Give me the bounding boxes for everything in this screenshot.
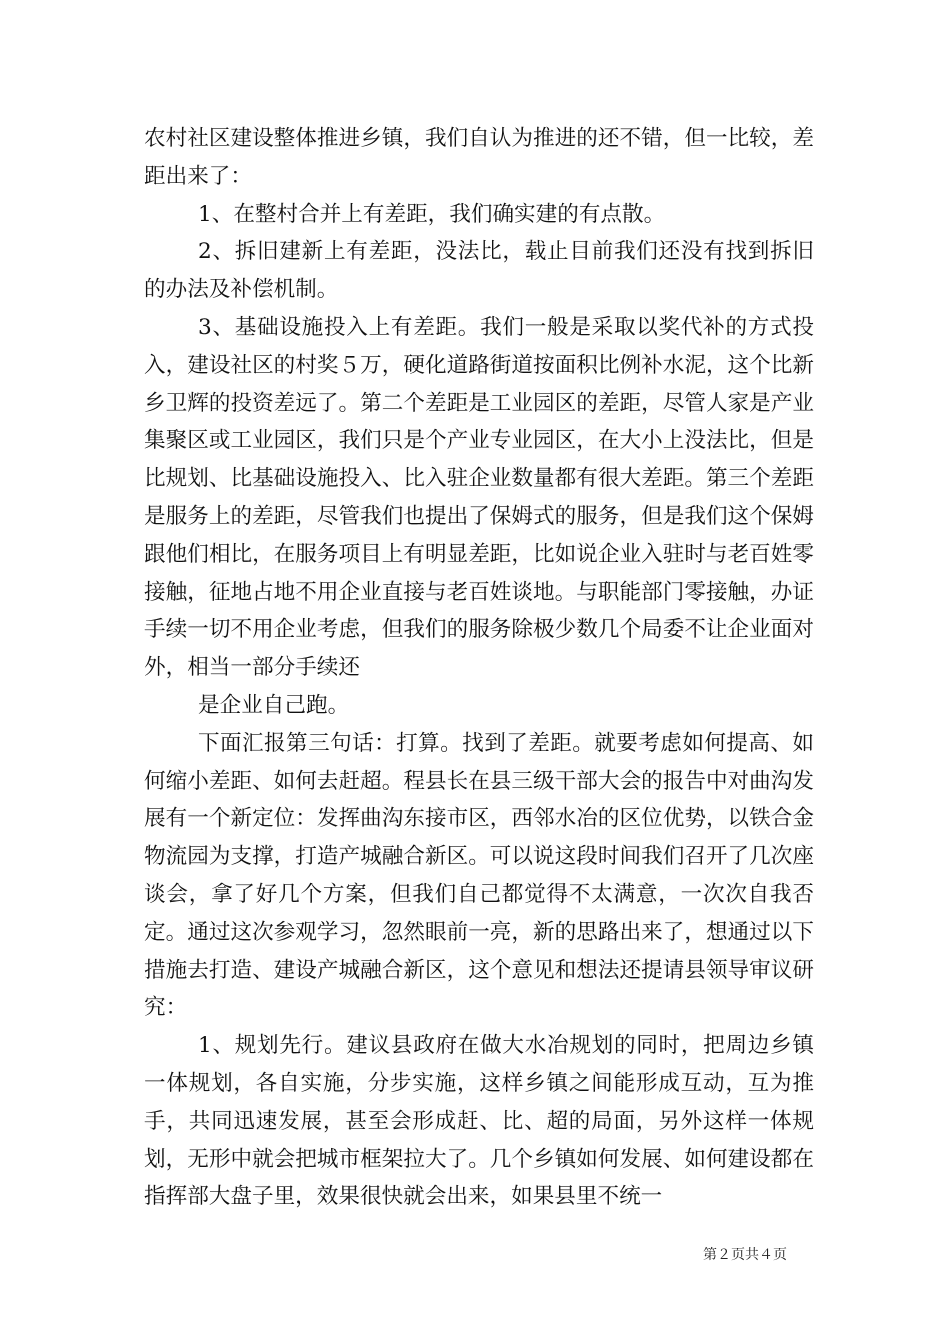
page-number-footer: 第２页共４页	[703, 1247, 787, 1263]
paragraph-item-2: 2、拆旧建新上有差距，没法比，载止目前我们还没有找到拆旧的办法及补偿机制。	[144, 239, 814, 303]
paragraph-planning-first: 1、规划先行。建议县政府在做大水冶规划的同时，把周边乡镇一体规划，各自实施，分步实施，这样乡镇之间能形成互动，互为推手，共同迅速发展，甚至会形成赶、比、超的局面，另外这样一体规划，无形中就会把城市框架拉大了。几个乡镇如何发展、如何建设都在指挥部大盘子里，效果很快就会出来，如果县里不统一	[144, 1033, 814, 1210]
document-body	[144, 120, 814, 1216]
paragraph-continuation: 农村社区建设整体推进乡镇，我们自认为推进的还不错，但一比较，差距出来了：	[144, 126, 814, 189]
paragraph-fragment: 是企业自己跑。	[198, 692, 350, 718]
paragraph-report-plan: 下面汇报第三句话：打算。找到了差距。就要考虑如何提高、如何缩小差距、如何去赶超。程县长在县三级干部大会的报告中对曲沟发展有一个新定位：发挥曲沟东接市区，西邻水冶的区位优势，以铁合金物流园为支撑，打造产城融合新区。可以说这段时间我们召开了几次座谈会，拿了好几个方案，但我们自己都觉得不太满意，一次次自我否定。通过这次参观学习，忽然眼前一亮，新的思路出来了，想通过以下措施去打造、建设产城融合新区，这个意见和想法还提请县领导审议研究：	[144, 730, 814, 1021]
paragraph-item-3: 3、基础设施投入上有差距。我们一般是采取以奖代补的方式投入，建设社区的村奖５万，硬化道路街道按面积比例补水泥，这个比新乡卫辉的投资差远了。第二个差距是工业园区的差距，尽管人家是产业集聚区或工业园区，我们只是个产业专业园区，在大小上没法比，但是比规划、比基础设施投入、比入驻企业数量都有很大差距。第三个差距是服务上的差距，尽管我们也提出了保姆式的服务，但是我们这个保姆跟他们相比，在服务项目上有明显差距，比如说企业入驻时与老百姓零接触，征地占地不用企业直接与老百姓谈地。与职能部门零接触，办证手续一切不用企业考虑，但我们的服务除极少数几个局委不让企业面对外，相当一部分手续还	[144, 314, 814, 681]
paragraph-item-1: 1、在整村合并上有差距，我们确实建的有点散。	[198, 201, 666, 227]
